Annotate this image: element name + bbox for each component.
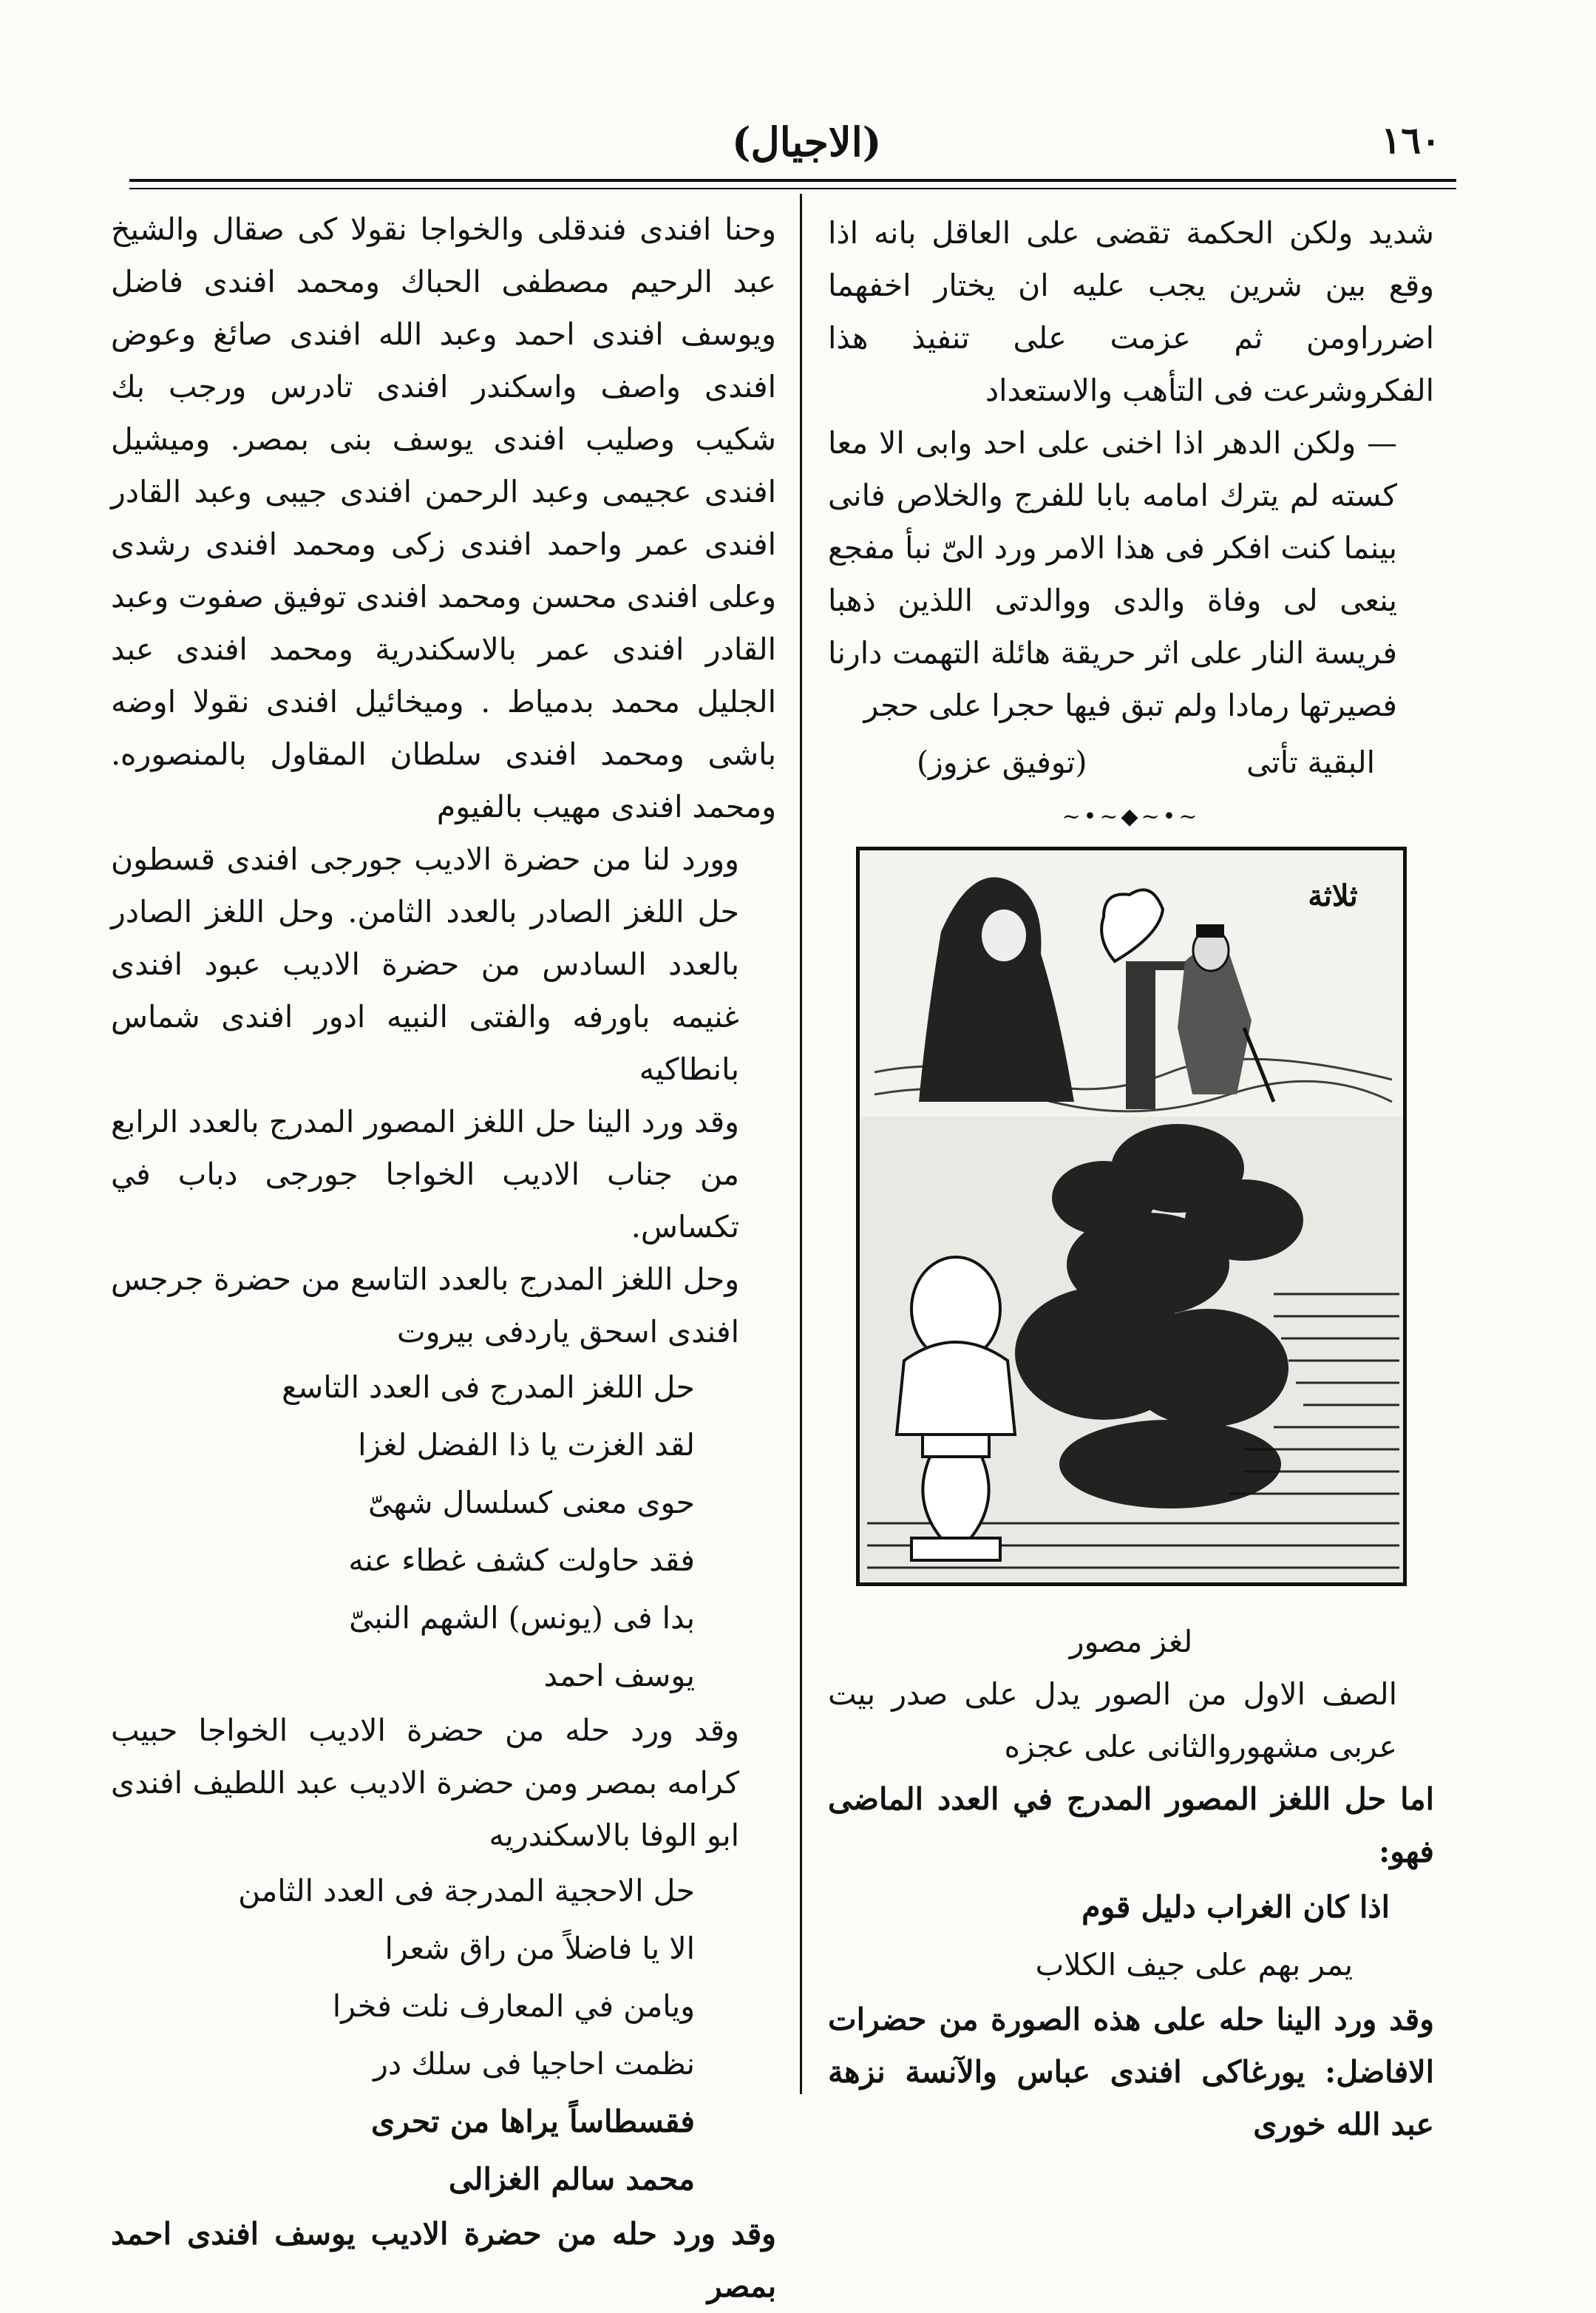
continuation-row <box>828 736 1434 789</box>
poem1-line-2: حوى معنى كسلسال شهىّ <box>368 1485 695 1520</box>
page-number: ١٦٠ <box>1381 118 1441 162</box>
poem2-signature: محمد سالم الغزالى <box>448 2161 695 2197</box>
section-heading-2: حل الاحجية المدرجة فى العدد الثامن <box>238 1873 695 1909</box>
journal-title: (الاجيال) <box>732 118 882 166</box>
right-paragraph-3: الصف الاول من الصور يدل على صدر بيت عربى مشهوروالثانى على عجزه <box>828 1676 1397 1764</box>
poem1-line-4: بدا فى (يونس) الشهم النبىّ <box>349 1600 695 1636</box>
to-be-continued: البقية تأتى <box>1246 745 1375 780</box>
page-header <box>0 118 1596 177</box>
poem1-line-1: لقد الغزت يا ذا الفضل لغزا <box>358 1427 695 1463</box>
right-paragraph-2: — ولكن الدهر اذا اخنى على احد وابى الا معا كسته لم يترك امامه بابا للفرج والخلاص فانى بينما كنت افكر فى هذا الامر ورد الىّ نبأ مفجع ينعى لى وفاة والدى ووالدتى اللذين ذهبا فريسة النار على اثر حريقة هائلة التهمت دارنا فصيرتها رمادا ولم تبق فيها حجرا على حجر <box>828 425 1397 723</box>
poem1-line-3: فقد حاولت كشف غطاء عنه <box>348 1542 695 1578</box>
left-paragraph-5: وقد ورد حله من حضرة الاديب الخواجا حبيب كرامه بمصر ومن حضرة الاديب عبد اللطيف افندى ابو الوفا بالاسكندريه <box>111 1713 739 1853</box>
left-column <box>111 203 776 2313</box>
right-paragraph-1: شديد ولكن الحكمة تقضى على العاقل بانه اذا وقع بين شرين يجب عليه ان يختار اخفهما اضرراومن ثم عزمت على تنفيذ هذا الفكروشرعت فى التأهب والاستعداد <box>828 215 1434 408</box>
left-paragraph-4: وحل اللغز المدرج بالعدد التاسع من حضرة جرجس افندى اسحق ياردفى بيروت <box>111 1262 739 1349</box>
left-paragraph-1: وحنا افندى فندقلى والخواجا نقولا كى صقال والشيخ عبد الرحيم مصطفى الحباك ومحمد افندى فاضل ويوسف افندى احمد وعبد الله افندى صائغ وعوض افندى واصف واسكندر افندى تادرس ورجب بك شكيب وصليب افندى يوسف بنى بمصر. وميشيل افندى عجيمى وعبد الرحمن افندى جيبى وعبد القادر افندى عمر واحمد افندى زكى ومحمد افندى رشدى وعلى افندى محسن ومحمد افندى توفيق صفوت وعبد القادر افندى عمر بالاسكندرية ومحمد افندى عبد الجليل محمد بدمياط . وميخائيل افندى نقولا اوضه باشى ومحمد افندى سلطان المقاول بالمنصوره. ومحمد افندى مهيب بالفيوم <box>111 211 776 824</box>
solution-verse-1: اذا كان الغراب دليل قوم <box>1081 1889 1390 1925</box>
solution-verse-2: يمر بهم على جيف الكلاب <box>1035 1947 1353 1982</box>
left-paragraph-3: وقد ورد الينا حل اللغز المصور المدرج بالعدد الرابع من جناب الاديب الخواجا جورجى دباب في تكساس. <box>111 1104 739 1244</box>
poem2-line-3: نظمت احاجيا فى سلك در <box>373 2046 695 2082</box>
right-paragraph-4: اما حل اللغز المصور المدرج في العدد الماضى فهو: <box>828 1781 1434 1869</box>
header-rule <box>129 179 1456 182</box>
right-paragraph-5: وقد ورد الينا حله على هذه الصورة من حضرات الافاضل: يورغاكى افندى عباس والآنسة نزهة عبد الله خورى <box>828 2002 1434 2142</box>
header-rule-thin <box>129 188 1456 189</box>
left-paragraph-2: وورد لنا من حضرة الاديب جورجى افندى قسطون حل اللغز الصادر بالعدد الثامن. وحل اللغز الصادر بالعدد السادس من حضرة الاديب عبود افندى غنيمه باورفه والفتى النبيه ادور افندى شماس بانطاكيه <box>111 841 739 1087</box>
left-paragraph-6: وقد ورد حله من حضرة الاديب يوسف افندى احمد بمصر <box>111 2216 776 2304</box>
poem1-signature: يوسف احمد <box>543 1658 695 1693</box>
poem2-line-2: ويامن في المعارف نلت فخرا <box>332 1988 695 2024</box>
author-signature: (توفيق عزوز) <box>917 745 1087 780</box>
picture-label: ثلاثة <box>1307 878 1358 913</box>
picture-caption: لغز مصور <box>1069 1624 1193 1659</box>
right-column <box>828 207 1434 2151</box>
section-heading-1: حل اللغز المدرج فى العدد التاسع <box>282 1369 695 1405</box>
ornament-divider: ~•~◆~•~ <box>1062 804 1201 830</box>
poem2-line-4: فقسطاساً يراها من تحرى <box>370 2104 695 2139</box>
poem2-line-1: الا يا فاضلاً من راق شعرا <box>384 1931 695 1966</box>
engraving-illustration <box>860 850 1403 1582</box>
column-divider <box>800 194 802 2094</box>
picture-puzzle-engraving <box>856 847 1407 1586</box>
